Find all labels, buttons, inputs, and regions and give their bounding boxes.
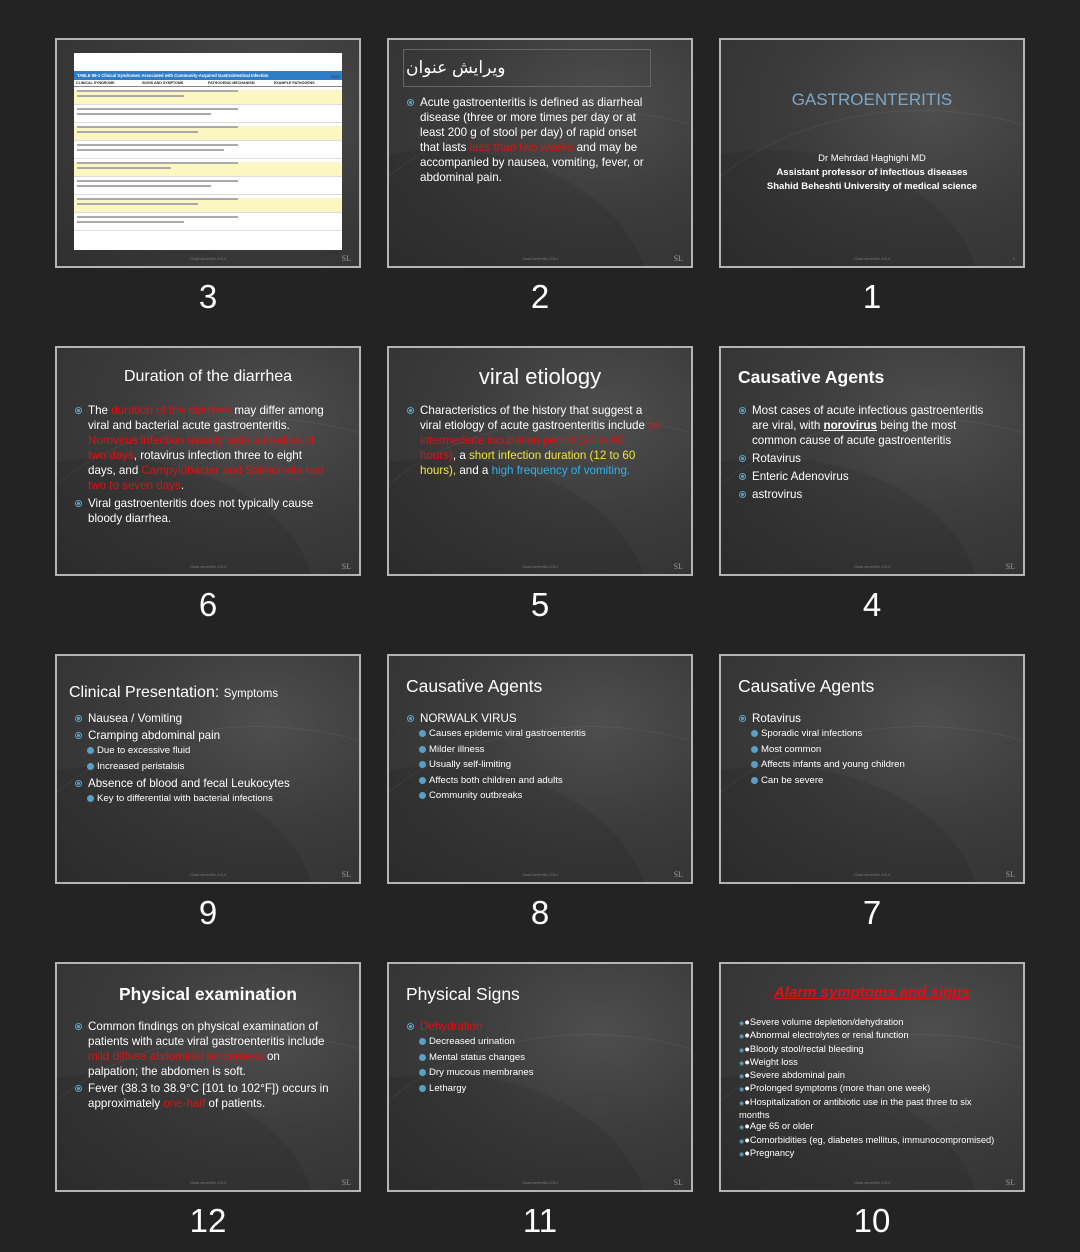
slide-number: 5 <box>530 586 550 623</box>
slide-footer: Gastroenteritis 2014 <box>189 1180 227 1185</box>
slide-thumb-9[interactable] <box>55 654 361 929</box>
slide-title: viral etiology <box>478 364 602 389</box>
slide-number: 12 <box>189 1202 227 1239</box>
author-affiliation: Shahid Beheshti University of medical science <box>766 181 978 192</box>
sub-list-item: Dry mucous membranes <box>407 1065 663 1081</box>
slide-title: Causative Agents <box>406 676 543 696</box>
slide-number: 3 <box>198 278 218 315</box>
list-item: NORWALK VIRUS <box>407 711 663 726</box>
slide-title: Duration of the diarrhea <box>123 368 293 385</box>
slide-footer: Gastroenteritis 2014 <box>189 872 227 877</box>
author-role: Assistant professor of infectious diseases <box>776 167 968 178</box>
logo: SL <box>673 254 683 263</box>
slide-number: 8 <box>530 894 550 931</box>
sub-list-item: Most common <box>739 742 995 758</box>
sub-list-item: Community outbreaks <box>407 788 663 804</box>
slide-title: Physical Signs <box>406 984 520 1004</box>
slide-number: 1 <box>862 278 882 315</box>
list-item: ◉●Severe abdominal pain <box>739 1070 845 1081</box>
slide-title: Alarm symptoms and signs <box>774 984 970 1001</box>
table-col-signs: SIGNS AND SYMPTOMS <box>142 81 184 85</box>
slide-2[interactable] <box>387 38 693 268</box>
slide-9[interactable] <box>55 654 361 884</box>
slide-number: 4 <box>862 586 882 623</box>
logo: SL <box>1005 870 1015 879</box>
slide-thumb-1[interactable] <box>719 38 1025 313</box>
slide-footer: Gastroenteritis 2014 <box>189 564 227 569</box>
slide-footer: Gastroenteritis 2014 <box>521 872 559 877</box>
slide-footer: Gastroenteritis 2014 <box>521 564 559 569</box>
slide-thumb-11[interactable] <box>387 962 693 1237</box>
logo: SL <box>341 562 351 571</box>
slide-thumb-12[interactable] <box>55 962 361 1237</box>
slide-thumb-10[interactable] <box>719 962 1025 1237</box>
slide-5[interactable] <box>387 346 693 576</box>
sub-list-item: Affects both children and adults <box>407 773 663 789</box>
slide-number: 7 <box>862 894 882 931</box>
slide-title: Causative Agents <box>738 367 885 387</box>
table-row <box>74 126 342 141</box>
slide-number: 10 <box>853 1202 891 1239</box>
sub-list-item: Causes epidemic viral gastroenteritis <box>407 726 663 742</box>
sub-list-item: Usually self-limiting <box>407 757 663 773</box>
slide-thumb-7[interactable] <box>719 654 1025 929</box>
slide-title: Clinical Presentation: Symptoms <box>69 684 279 701</box>
slide-number: 6 <box>198 586 218 623</box>
slide-title: ویرایش عنوان <box>406 58 506 77</box>
list-item: Rotavirus <box>739 711 995 726</box>
title-placeholder[interactable] <box>403 49 651 87</box>
list-item: ◉●Weight loss <box>739 1056 798 1067</box>
slide-footer: Gastroenteritis 2014 <box>853 564 891 569</box>
slide-thumb-6[interactable] <box>55 346 361 621</box>
logo: SL <box>341 870 351 879</box>
list-item: ◉●Abnormal electrolytes or renal function <box>739 1030 909 1041</box>
logo: SL <box>341 1178 351 1187</box>
table-header <box>74 80 342 87</box>
sub-list-item: Key to differential with bacterial infections <box>75 791 331 807</box>
logo: SL <box>673 1178 683 1187</box>
list-item: Dehydration <box>407 1019 663 1034</box>
list-item: Rotavirus <box>739 451 995 466</box>
logo: SL <box>673 562 683 571</box>
sub-list-item: Affects infants and young children <box>739 757 995 773</box>
table-row <box>74 162 342 177</box>
sub-list-item: Due to excessive fluid <box>75 743 331 759</box>
slide-7[interactable] <box>719 654 1025 884</box>
slide-thumb-5[interactable] <box>387 346 693 621</box>
bullet-viral-characteristics: Characteristics of the history that suggest a viral etiology of acute gastroenteritis include an intermediate incubation period (24 to 60 hours), a short infection duration (12 to 60 hours), and a high frequency of vomiting. <box>407 403 663 478</box>
slide-thumb-2[interactable] <box>387 38 693 313</box>
list-item: astrovirus <box>739 487 995 502</box>
slide-thumb-8[interactable] <box>387 654 693 929</box>
list-item: ◉●Hospitalization or antibiotic use in the past three to six months <box>739 1096 972 1121</box>
slide-thumb-3[interactable] <box>55 38 361 313</box>
list-item: ◉●Bloody stool/rectal bleeding <box>739 1043 864 1054</box>
list-item: ◉●Pregnancy <box>739 1147 795 1158</box>
logo: SL <box>1005 1178 1015 1187</box>
sub-list-item: Can be severe <box>739 773 995 789</box>
slide-title: GASTROENTERITIS <box>791 90 953 109</box>
slide-10[interactable] <box>719 962 1025 1192</box>
table-page-number: 1243 <box>330 74 339 79</box>
bullet-findings: Common findings on physical examination of patients with acute viral gastroenteritis include mild diffuse abdominal tenderness on palpation; the abdomen is soft. <box>75 1019 331 1079</box>
table-title: TABLE 98-1 Clinical Syndromes Associated with Community-Acquired Gastrointestinal Infection <box>74 71 342 80</box>
list-item: Cramping abdominal pain <box>75 728 331 743</box>
slide-footer: Gastroenteritis 2014 <box>521 1180 559 1185</box>
slide-number: 2 <box>530 278 550 315</box>
bullet-definition: Acute gastroenteritis is defined as diarrheal disease (three or more times per day or at least 200 g of stool per day) of rapid onset that lasts less than two weeks and may be accompanied by nausea, vomiting, fever, or abdominal pain. <box>407 95 655 185</box>
bullet-bloody: Viral gastroenteritis does not typically cause bloody diarrhea. <box>75 496 329 526</box>
sub-list-item: Milder illness <box>407 742 663 758</box>
slide-number: 11 <box>522 1202 558 1239</box>
sub-list-item: Sporadic viral infections <box>739 726 995 742</box>
table-col-syndrome: CLINICAL SYNDROME <box>76 81 115 85</box>
clinical-syndromes-table <box>74 53 342 250</box>
table-row <box>74 90 342 105</box>
list-item: Absence of blood and fecal Leukocytes <box>75 776 331 791</box>
slide-footer: Gastroenteritis 2014 <box>853 256 891 261</box>
table-col-pathogens: EXAMPLE PATHOGENS <box>274 81 315 85</box>
slide-3[interactable] <box>55 38 361 268</box>
list-item: ◉●Comorbidities (eg, diabetes mellitus, immunocompromised) <box>739 1134 995 1145</box>
slide-footer: Gastroenteritis 2014 <box>189 256 227 261</box>
slide-footer: Gastroenteritis 2014 <box>853 872 891 877</box>
list-item: Enteric Adenovirus <box>739 469 995 484</box>
sub-list-item: Decreased urination <box>407 1034 663 1050</box>
slide-1[interactable] <box>719 38 1025 268</box>
list-item: Nausea / Vomiting <box>75 711 331 726</box>
slide-number: 9 <box>198 894 218 931</box>
slide-footer: Gastroenteritis 2014 <box>521 256 559 261</box>
slide-12[interactable] <box>55 962 361 1192</box>
slide-title: Causative Agents <box>738 676 875 696</box>
slide-thumb-4[interactable] <box>719 346 1025 621</box>
slide-8[interactable] <box>387 654 693 884</box>
slide-4[interactable] <box>719 346 1025 576</box>
slide-footer: Gastroenteritis 2014 <box>853 1180 891 1185</box>
list-item: ◉●Severe volume depletion/dehydration <box>739 1017 904 1027</box>
table-row <box>74 198 342 213</box>
slide-title: Physical examination <box>119 984 297 1004</box>
bullet-duration: The duration of the diarrhea may differ among viral and bacterial acute gastroenteritis. Norovirus infection usually lasts a median of two days, rotavirus infection three to eight days, and Campylobacter and Salmonella last two to seven days. <box>75 403 329 493</box>
sub-list-item: Mental status changes <box>407 1050 663 1066</box>
logo: SL <box>1005 562 1015 571</box>
sub-list-item: Increased peristalsis <box>75 759 331 775</box>
list-item: ◉●Age 65 or older <box>739 1121 814 1132</box>
table-row <box>74 144 342 159</box>
bullet-fever: Fever (38.3 to 38.9°C [101 to 102°F]) occurs in approximately one-half of patients. <box>75 1081 331 1111</box>
list-item: ◉●Prolonged symptoms (more than one week) <box>739 1083 931 1094</box>
logo: SL <box>673 870 683 879</box>
table-row <box>74 180 342 195</box>
author-name: Dr Mehrdad Haghighi MD <box>818 153 926 164</box>
sub-list-item: Lethargy <box>407 1081 663 1097</box>
table-row <box>74 216 342 231</box>
logo: SL <box>341 254 351 263</box>
table-row <box>74 108 342 123</box>
bullet-norovirus: Most cases of acute infectious gastroenteritis are viral, with norovirus being the most common cause of acute gastroenteritis <box>739 403 995 448</box>
page-marker: 1 <box>1012 256 1015 261</box>
slide-11[interactable] <box>387 962 693 1192</box>
slide-6[interactable] <box>55 346 361 576</box>
table-col-mechanism: PATHOGENIC MECHANISM <box>208 81 255 85</box>
